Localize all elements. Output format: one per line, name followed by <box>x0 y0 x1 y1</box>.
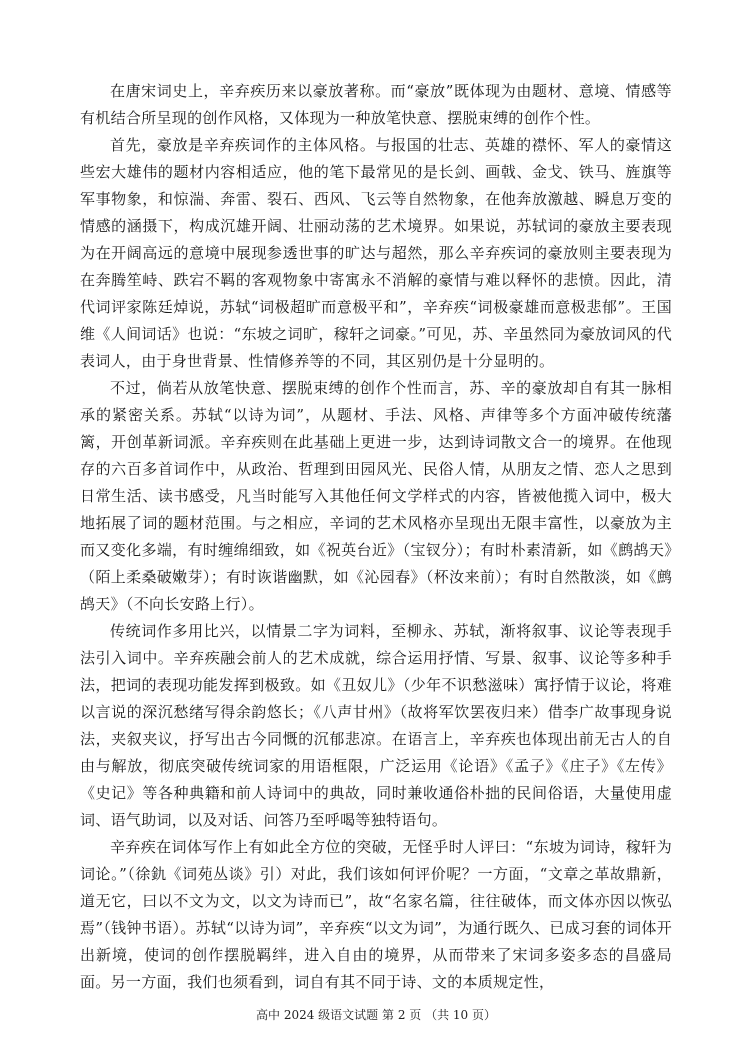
paragraph-2: 首先，豪放是辛弃疾词作的主体风格。与报国的壮志、英雄的襟怀、军人的豪情这些宏大雄伟的题材内容相适应，他的笔下最常见的是长剑、画戟、金戈、铁马、旌旗等军事物象，和惊湍、奔雷、裂石、西风、飞云等自然物象，在他奔放激越、瞬息万变的情感的涵摄下，构成沉雄开阔、壮丽动荡的艺术境界。如果说，苏轼词的豪放主要表现为在开阔高远的意境中展现参透世事的旷达与超然，那么辛弃疾词的豪放则主要表现为在奔腾笙峙、跌宕不羁的客观物象中寄寓永不消解的豪情与难以释怀的悲愤。因此，清代词评家陈廷焯说，苏轼“词极超旷而意极平和”，辛弃疾“词极豪雄而意极悲郁”。王国维《人间词话》也说：“东坡之词旷，稼轩之词豪。”可见，苏、辛虽然同为豪放词风的代表词人，由于身世背景、性情修养等的不同，其区别仍是十分显明的。 <box>80 136 672 370</box>
paragraph-3: 不过，倘若从放笔快意、摆脱束缚的创作个性而言，苏、辛的豪放却自有其一脉相承的紧密关系。苏轼“以诗为词”，从题材、手法、风格、声律等多个方面冲破传统藩篱，开创革新词派。辛弃疾则在此基础上更进一步，达到诗词散文合一的境界。在他现存的六百多首词作中，从政治、哲理到田园风光、民俗人情，从朋友之情、恋人之思到日常生活、读书感受，凡当时能写入其他任何文学样式的内容，皆被他揽入词中，极大地拓展了词的题材范围。与之相应，辛词的艺术风格亦呈现出无限丰富性，以豪放为主而又变化多端，有时缠绵细致，如《祝英台近》（宝钗分）；有时朴素清新，如《鹧鸪天》（陌上柔桑破嫩芽）；有时诙谐幽默，如《沁园春》（杯汝来前）；有时自然散淡，如《鹧鸪天》（不向长安路上行）。 <box>80 379 672 613</box>
page-footer: 高中 2024 级语文试题 第 2 页 （共 10 页） <box>256 1008 496 1022</box>
paragraph-4: 传统词作多用比兴，以情景二字为词料，至柳永、苏轼，渐将叙事、议论等表现手法引入词中。辛弃疾融会前人的艺术成就，综合运用抒情、写景、叙事、议论等多种手法，把词的表现功能发挥到极致。如《丑奴儿》（少年不识愁滋味）寓抒情于议论，将难以言说的深沉愁绪写得余韵悠长；《八声甘州》（故将军饮罢夜归来）借李广故事现身说法，夹叙夹议，抒写出古今同慨的沉郁悲凉。在语言上，辛弃疾也体现出前无古人的自由与解放，彻底突破传统词家的用语框限，广泛运用《论语》《孟子》《庄子》《左传》《史记》等各种典籍和前人诗词中的典故，同时兼收通俗朴拙的民间俗语，大量使用虚词、语气助词，以及对话、问答乃至呼喝等独特语句。 <box>80 622 672 829</box>
article-body <box>80 78 672 996</box>
paragraph-1: 在唐宋词史上，辛弃疾历来以豪放著称。而“豪放”既体现为由题材、意境、情感等有机结合所呈现的创作风格，又体现为一种放笔快意、摆脱束缚的创作个性。 <box>80 82 672 127</box>
paragraph-5: 辛弃疾在词体写作上有如此全方位的突破，无怪乎时人评曰：“东坡为词诗，稼轩为词论。”（徐釚《词苑丛谈》引）对此，我们该如何评价呢？一方面，“文章之革故鼎新，道无它，曰以不文为文，以文为诗而已”，故“名家名篇，往往破体，而文体亦因以恢弘焉”（钱钟书语）。苏轼“以诗为词”，辛弃疾“以文为词”，为通行既久、已成习套的词体开出新境，使词的创作摆脱羁绊，进入自由的境界，从而带来了宋词多姿多态的昌盛局面。另一方面，我们也须看到，词自有其不同于诗、文的本质规定性， <box>80 838 672 991</box>
